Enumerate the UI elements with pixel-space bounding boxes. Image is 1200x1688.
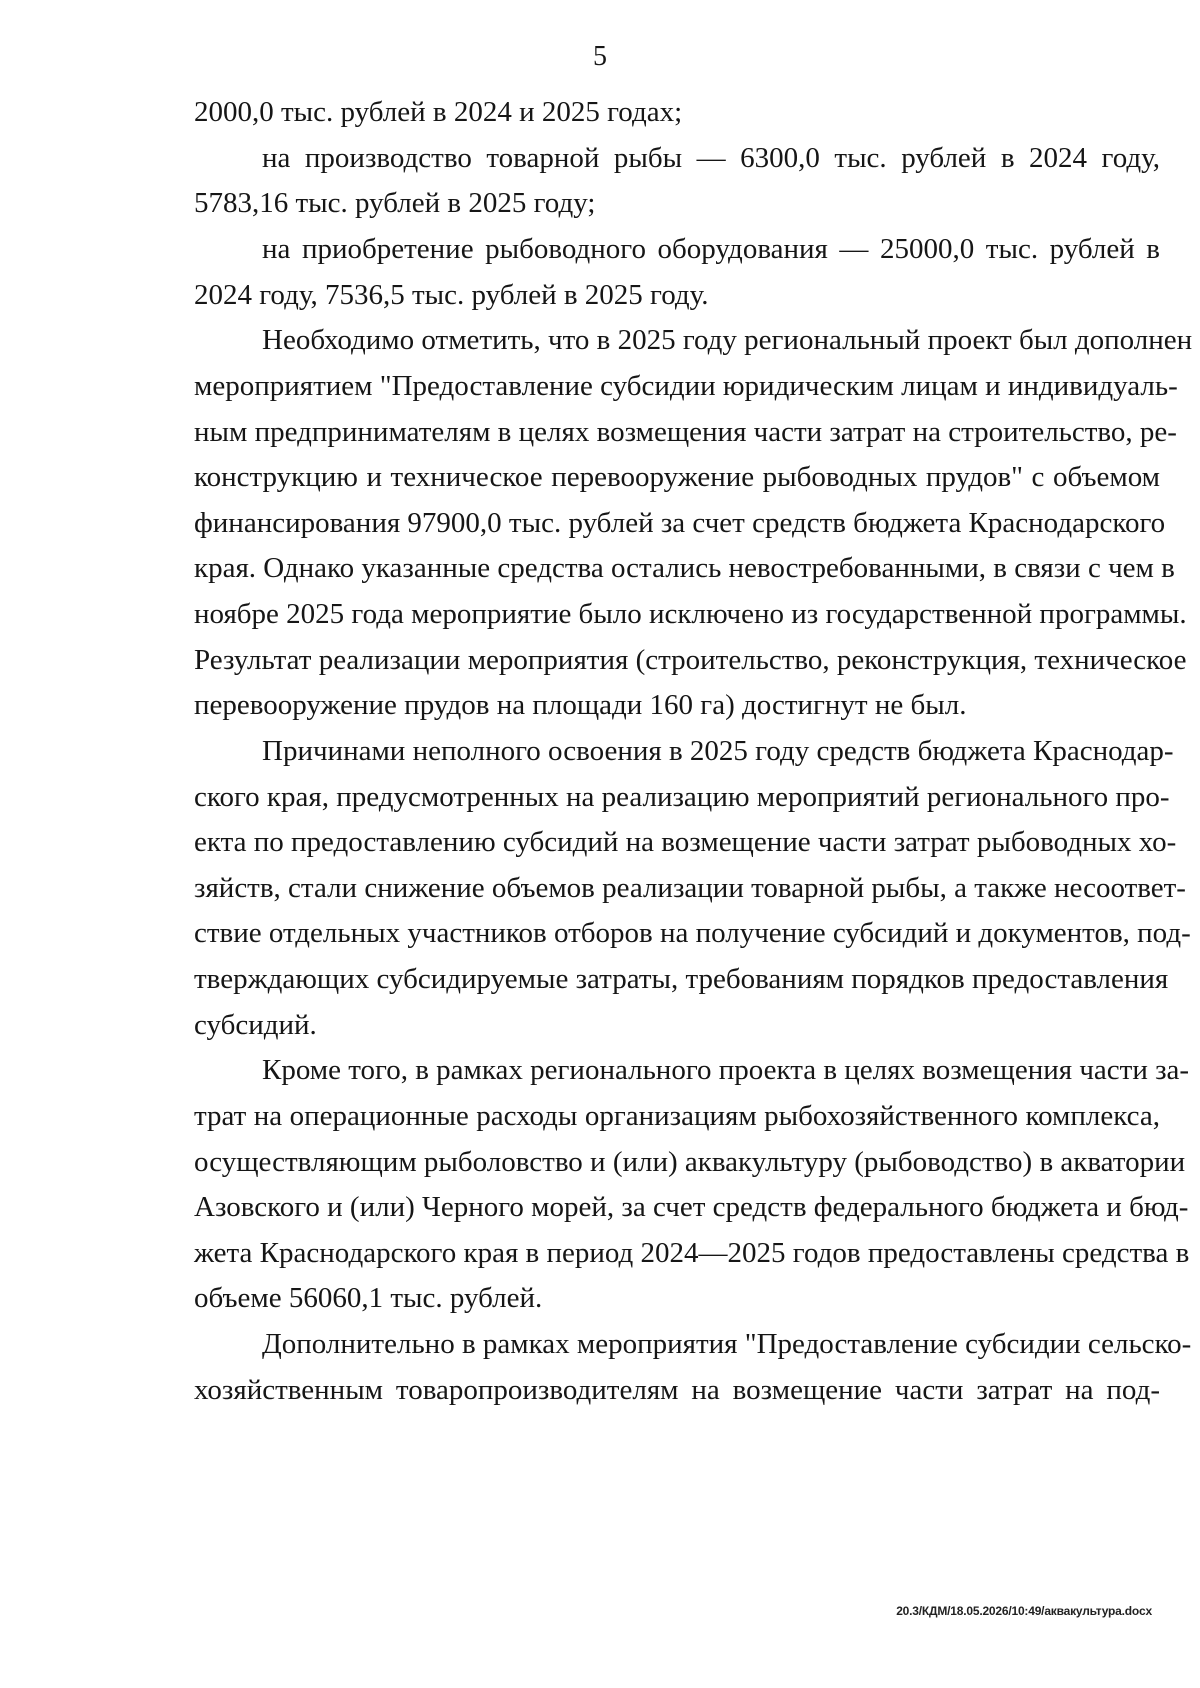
document-footer-code: 20.3/КДМ/18.05.2026/10:49/аквакультура.docx (896, 1604, 1152, 1618)
text-line: на производство товарной рыбы — 6300,0 тыс. рублей в 2024 году, (262, 142, 1160, 174)
text-line: Азовского и (или) Черного морей, за счет средств федерального бюджета и бюд- (194, 1191, 1189, 1223)
text-line: Дополнительно в рамках мероприятия "Предоставление субсидии сельско- (262, 1328, 1192, 1360)
text-line: 2024 году, 7536,5 тыс. рублей в 2025 году. (194, 279, 709, 311)
text-line: хозяйственным товаропроизводителям на возмещение части затрат на под- (194, 1374, 1160, 1406)
text-line: на приобретение рыбоводного оборудования — 25000,0 тыс. рублей в (262, 233, 1160, 265)
text-line: финансирования 97900,0 тыс. рублей за счет средств бюджета Краснодарского (194, 507, 1166, 539)
text-line: трат на операционные расходы организациям рыбохозяйственного комплекса, (194, 1100, 1160, 1132)
text-line: субсидий. (194, 1009, 317, 1041)
text-line: Результат реализации мероприятия (строительство, реконструкция, техническое (194, 644, 1187, 676)
text-line: екта по предоставлению субсидий на возмещение части затрат рыбоводных хо- (194, 826, 1177, 858)
text-line: ствие отдельных участников отборов на получение субсидий и документов, под- (194, 917, 1191, 949)
text-line: ным предпринимателям в целях возмещения части затрат на строительство, ре- (194, 416, 1177, 448)
text-line: зяйств, стали снижение объемов реализации товарной рыбы, а также несоответ- (194, 872, 1186, 904)
page-number: 5 (593, 41, 607, 72)
text-line: Необходимо отметить, что в 2025 году региональный проект был дополнен (262, 324, 1193, 356)
text-line: тверждающих субсидируемые затраты, требованиям порядков предоставления (194, 963, 1169, 995)
text-line: 5783,16 тыс. рублей в 2025 году; (194, 187, 596, 219)
text-line: края. Однако указанные средства остались невостребованными, в связи с чем в (194, 552, 1175, 584)
text-line: осуществляющим рыболовство и (или) аквакультуру (рыбоводство) в акватории (194, 1146, 1186, 1178)
text-line: конструкцию и техническое перевооружение рыбоводных прудов" с объемом (194, 461, 1160, 493)
text-line: мероприятием "Предоставление субсидии юридическим лицам и индивидуаль- (194, 370, 1178, 402)
text-line: объеме 56060,1 тыс. рублей. (194, 1282, 543, 1314)
text-line: Кроме того, в рамках регионального проекта в целях возмещения части за- (262, 1054, 1190, 1086)
text-line: перевооружение прудов на площади 160 га) достигнут не был. (194, 689, 967, 721)
text-line: жета Краснодарского края в период 2024—2025 годов предоставлены средства в (194, 1237, 1190, 1269)
text-line: Причинами неполного освоения в 2025 году средств бюджета Краснодар- (262, 735, 1174, 767)
text-line: ского края, предусмотренных на реализацию мероприятий регионального про- (194, 781, 1170, 813)
text-line: ноябре 2025 года мероприятие было исключено из государственной программы. (194, 598, 1187, 630)
text-line: 2000,0 тыс. рублей в 2024 и 2025 годах; (194, 96, 683, 128)
